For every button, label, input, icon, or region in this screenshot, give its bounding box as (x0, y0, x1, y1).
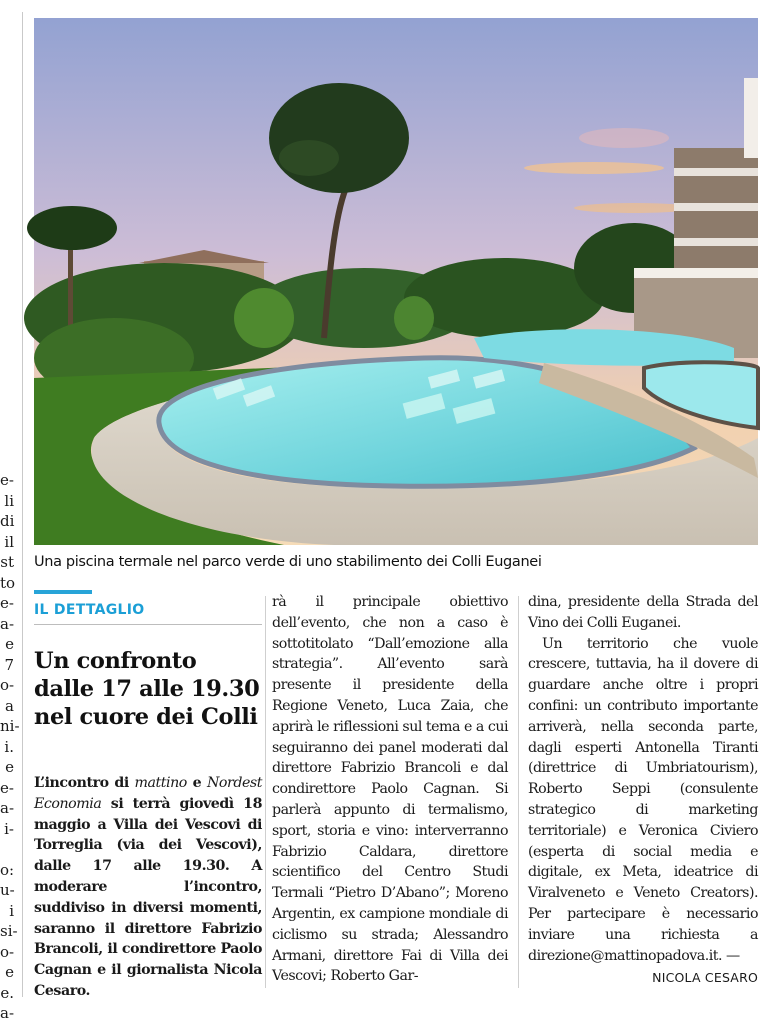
adjacent-text-fragment: e (5, 758, 14, 776)
adjacent-text-fragment: di (0, 512, 15, 530)
adjacent-text-fragment: a (5, 696, 14, 715)
adjacent-text-fragment: e- (0, 594, 14, 612)
adjacent-text-fragment: e (5, 635, 14, 653)
adjacent-text-fragment: a- (0, 614, 15, 633)
kicker-accent-bar (34, 590, 92, 594)
column-divider (518, 596, 519, 988)
thermal-pool-illustration (34, 18, 758, 545)
article-photo (34, 18, 758, 545)
adjacent-text-fragment: i (9, 901, 14, 920)
adjacent-column-fragment (0, 470, 20, 1022)
adjacent-text-fragment: o: (0, 860, 15, 879)
adjacent-text-fragment: o- (0, 676, 15, 694)
body-column-3 (528, 592, 758, 966)
adjacent-text-fragment: si- (0, 922, 18, 940)
adjacent-text-fragment: il (4, 532, 14, 551)
adjacent-text-fragment: e- (0, 778, 14, 797)
adjacent-text-fragment: a- (0, 799, 15, 817)
body-column-2 (272, 592, 508, 987)
headline: Un confronto dalle 17 alle 19.30 nel cuore dei Colli (34, 648, 260, 730)
column-divider (265, 596, 266, 988)
author-byline: NICOLA CESARO (652, 970, 758, 985)
adjacent-text-fragment: e (5, 963, 14, 981)
adjacent-text-fragment: i. (4, 737, 14, 756)
column-divider (22, 12, 23, 997)
adjacent-text-fragment: i- (4, 819, 14, 838)
body-paragraph: rà il principale obiettivo dell’evento, che non a caso è sottotitolato “Dall’emozione alla strategia”. All’evento sarà presente il presidente della Regione Veneto, Luca Zaia, che aprirà le riflessioni sul tema e a cui seguiranno dei panel moderati dal direttore Fabrizio Brancoli e dal condirettore Paolo Cagnan. Si parlerà appunto di termalismo, sport, storia e vino: interverranno Fabrizio Caldara, direttore scientifico del Centro Studi Termali “Pietro D’Abano”; Moreno Argentin, ex campione mondiale di ciclismo su strada; Alessandro Armani, direttore Fai di Villa dei Vescovi; Roberto Gar- (272, 594, 508, 985)
lead-paragraph: L’incontro di mattino e Nordest Economia si terrà giovedì 18 maggio a Villa dei Vescovi di Torreglia (via dei Vescovi), dalle 17 alle 19.30. A moderare l’incontro, suddiviso in diversi momenti, saranno il direttore Fabrizio Brancoli, il condirettore Paolo Cagnan e il giornalista Nicola Cesaro. (34, 775, 262, 999)
adjacent-text-fragment: o- (0, 942, 15, 961)
kicker-label: IL DETTAGLIO (34, 602, 145, 618)
adjacent-text-fragment: e- (0, 471, 14, 489)
adjacent-text-fragment: li (4, 491, 14, 510)
adjacent-text-fragment: ni- (0, 717, 20, 735)
adjacent-text-fragment: a- (0, 1004, 15, 1022)
adjacent-text-fragment: to (0, 573, 16, 592)
photo-caption: Una piscina termale nel parco verde di uno stabilimento dei Colli Euganei (34, 554, 542, 570)
adjacent-text-fragment: st (0, 553, 14, 571)
adjacent-text-fragment (0, 839, 14, 860)
adjacent-text-fragment: u- (0, 881, 15, 899)
adjacent-text-fragment: e. (0, 983, 14, 1002)
article-intro-column (34, 590, 262, 1002)
body-paragraph: dina, presidente della Strada del Vino dei Colli Euganei. (528, 594, 758, 631)
adjacent-text-fragment: 7 (4, 655, 14, 674)
body-paragraph: Un territorio che vuole crescere, tuttavia, ha il dovere di guardare anche oltre i propri confini: un contributo importante arriverà, nella seconda parte, dagli esperti Antonella Tiranti (direttrice di Umbriatourism), Roberto Seppi (consulente strategico di marketing territoriale) e Veronica Civiero (esperta di social media e digitale, ex Meta, ideatrice di Viralveneto e Veneto Creators). Per partecipare è necessario inviare una richiesta a direzione@mattinopadova.it. — (528, 635, 758, 964)
kicker-rule (34, 624, 262, 625)
